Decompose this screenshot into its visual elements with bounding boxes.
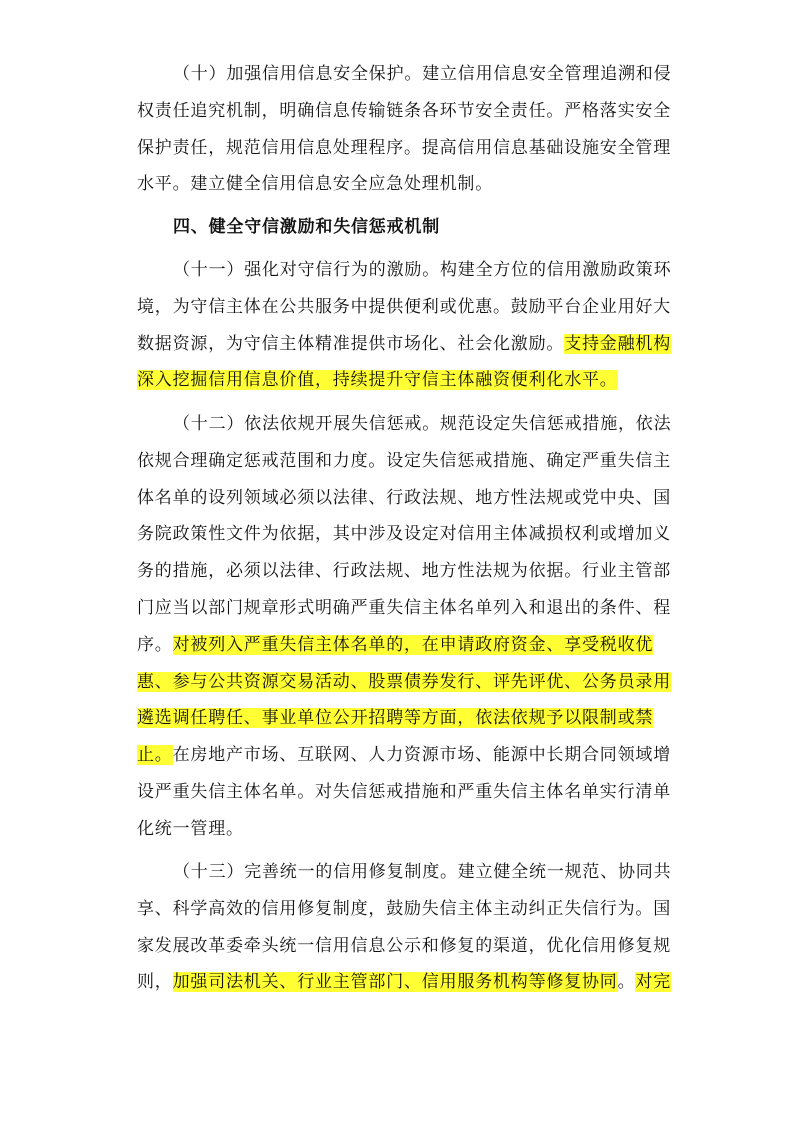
text-segment: 务的措施，必须以法律、行政法规、地方性法规为依据。行业主管部	[137, 561, 671, 581]
text-segment: 数据资源，为守信主体精准提供市场化、社会化激励。	[137, 334, 565, 354]
paragraph-line	[137, 480, 671, 516]
text-segment: （十一）强化对守信行为的激励。构建全方位的信用激励政策环	[173, 260, 672, 280]
paragraph-line	[137, 774, 671, 810]
text-segment: 设严重失信主体名单。对失信惩戒措施和严重失信主体名单实行清单	[137, 782, 671, 802]
highlighted-text: 加强司法机关、行业主管部门、信用服务机构等修复协同	[172, 972, 618, 992]
text-segment: （十）加强信用信息安全保护。建立信用信息安全管理追溯和侵	[173, 64, 672, 84]
text-segment: （十二）依法依规开展失信惩戒。规范设定失信惩戒措施，依法	[173, 414, 672, 434]
paragraph-line	[137, 964, 671, 1000]
text-segment: 体名单的设列领域必须以法律、行政法规、地方性法规或党中央、国	[137, 488, 671, 508]
text-segment: 在房地产市场、互联网、人力资源市场、能源中长期合同领域增	[172, 745, 672, 765]
paragraph-line	[137, 130, 671, 166]
text-segment: 。	[617, 972, 636, 992]
text-segment: 享、科学高效的信用修复制度，鼓励失信主体主动纠正失信行为。国	[137, 899, 671, 919]
text-segment: 门应当以部门规章形式明确严重失信主体名单列入和退出的条件、程	[137, 598, 671, 618]
highlighted-text: 遴选调任聘任、事业单位公开招聘等方面，依法依规予以限制或禁	[137, 708, 654, 728]
text-segment: 家发展改革委牵头统一信用信息公示和修复的渠道，优化信用修复规	[137, 936, 671, 956]
highlighted-text: 支持金融机构	[564, 334, 672, 354]
highlighted-text: 惠、参与公共资源交易活动、股票债券发行、评先评优、公务员录用	[137, 672, 671, 692]
paragraph-line	[137, 811, 244, 847]
text-segment: （十三）完善统一的信用修复制度。建立健全统一规范、协同共	[173, 862, 672, 882]
highlighted-text: 对完	[635, 972, 672, 992]
highlighted-text: 止。	[137, 745, 173, 765]
paragraph-line	[137, 553, 671, 589]
paragraph-line	[137, 627, 653, 663]
highlighted-text: 对被列入严重失信主体名单的，在申请政府资金、享受税收优	[172, 635, 654, 655]
highlighted-text: 深入挖掘信用信息价值，持续提升守信主体融资便利化水平。	[137, 370, 618, 390]
paragraph-line	[137, 516, 671, 552]
paragraph-line	[137, 700, 653, 736]
paragraph-line	[173, 406, 671, 442]
text-segment: 务院政策性文件为依据，其中涉及设定对信用主体减损权利或增加义	[137, 524, 671, 544]
paragraph-line	[137, 166, 493, 202]
text-segment: 四、健全守信激励和失信惩戒机制	[173, 217, 440, 237]
paragraph-line	[173, 854, 671, 890]
text-segment: 序。	[137, 635, 173, 655]
paragraph-line	[137, 590, 671, 626]
text-segment: 则，	[137, 972, 173, 992]
text-segment: 境，为守信主体在公共服务中提供便利或优惠。鼓励平台企业用好大	[137, 297, 671, 317]
section-heading	[173, 209, 440, 245]
paragraph-line	[137, 664, 671, 700]
paragraph-line	[137, 891, 671, 927]
paragraph-line	[137, 93, 671, 129]
text-segment: 权责任追究机制，明确信息传输链条各环节安全责任。严格落实安全	[137, 101, 671, 121]
text-segment: 化统一管理。	[137, 819, 244, 839]
paragraph-line	[137, 928, 671, 964]
text-segment: 依规合理确定惩戒范围和力度。设定失信惩戒措施、确定严重失信主	[137, 451, 671, 471]
paragraph-line	[173, 252, 671, 288]
paragraph-line	[137, 737, 671, 773]
paragraph-line	[137, 289, 671, 325]
text-segment: 水平。建立健全信用信息安全应急处理机制。	[137, 174, 493, 194]
paragraph-line	[137, 443, 671, 479]
text-segment: 保护责任，规范信用信息处理程序。提高信用信息基础设施安全管理	[137, 138, 671, 158]
paragraph-line	[137, 362, 618, 398]
paragraph-line	[173, 56, 671, 92]
paragraph-line	[137, 326, 671, 362]
